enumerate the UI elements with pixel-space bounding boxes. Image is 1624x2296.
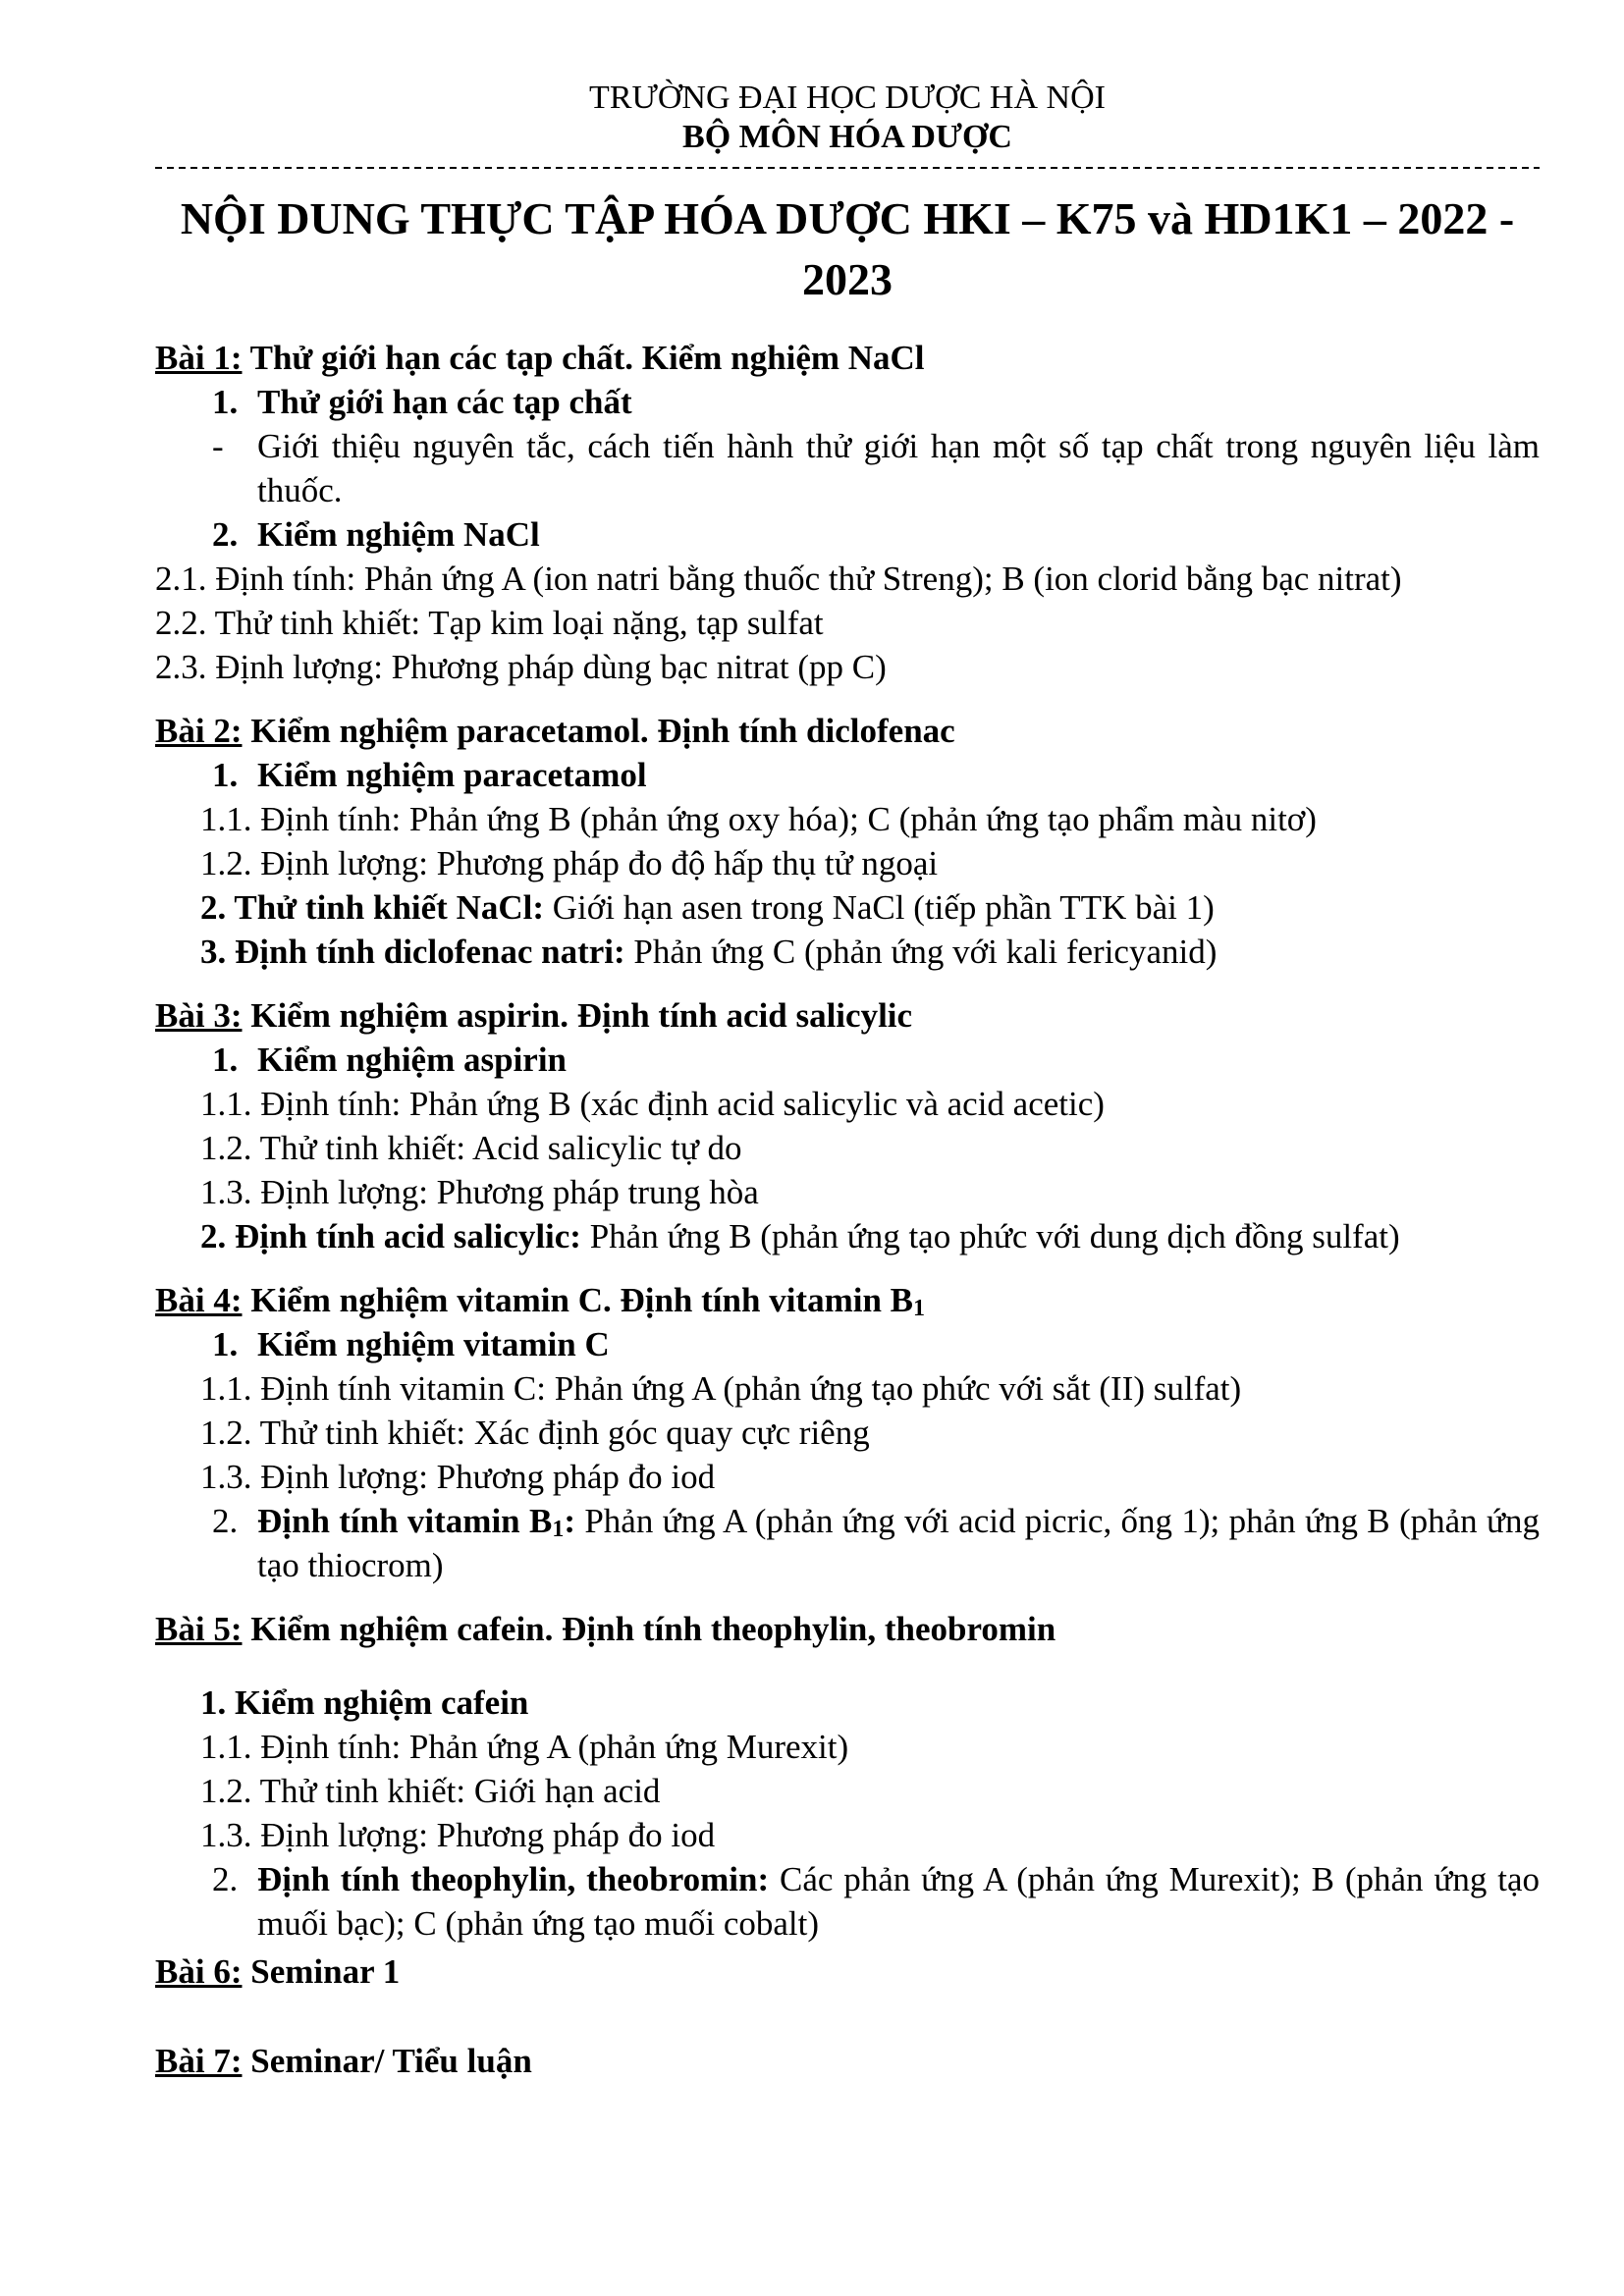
- list-item: 1.2. Thử tinh khiết: Xác định góc quay cực riêng: [200, 1414, 870, 1452]
- lesson-2-heading: [155, 709, 1540, 753]
- lesson-3-heading: [155, 993, 1540, 1038]
- lesson-4-heading: [155, 1278, 1540, 1322]
- lesson-5-section-1: 1. Kiểm nghiệm cafein: [200, 1683, 529, 1722]
- lesson-number: Bài 7:: [155, 2042, 243, 2080]
- section-title: Kiểm nghiệm paracetamol: [257, 756, 647, 794]
- section-title: Kiểm nghiệm NaCl: [257, 515, 540, 554]
- list-marker: 1.: [212, 383, 239, 421]
- school-name: TRƯỜNG ĐẠI HỌC DƯỢC HÀ NỘI: [589, 80, 1106, 116]
- lesson-2-section-3: [155, 930, 1540, 974]
- section-title: Kiểm nghiệm vitamin C: [257, 1325, 610, 1363]
- lesson-1-section-2: [155, 512, 1540, 557]
- lesson-number: Bài 1:: [155, 339, 243, 377]
- list-item: 1.3. Định lượng: Phương pháp trung hòa: [200, 1173, 759, 1211]
- list-marker: 2.: [212, 515, 239, 554]
- lesson-number: Bài 3:: [155, 996, 243, 1035]
- list-item: 2.3. Định lượng: Phương pháp dùng bạc nitrat (pp C): [155, 648, 887, 686]
- section-text: Phản ứng C (phản ứng với kali fericyanid): [624, 933, 1218, 971]
- list-marker: 1.: [212, 1325, 239, 1363]
- lesson-4-section-2: [155, 1499, 1540, 1587]
- subscript: 1: [552, 1517, 565, 1542]
- lesson-5-section-2: [155, 1857, 1540, 1946]
- lesson-6-heading: [155, 1949, 1540, 1994]
- lesson-4-section-1: [155, 1322, 1540, 1366]
- list-item: 1.2. Thử tinh khiết: Giới hạn acid: [200, 1772, 661, 1810]
- lesson-title: Kiểm nghiệm aspirin. Định tính acid salicylic: [250, 996, 913, 1035]
- section-label: 2. Định tính acid salicylic:: [200, 1217, 581, 1255]
- lesson-title: Kiểm nghiệm cafein. Định tính theophylin, theobromin: [250, 1610, 1056, 1648]
- list-item: 1.1. Định tính vitamin C: Phản ứng A (phản ứng tạo phức với sắt (II) sulfat): [200, 1369, 1242, 1408]
- section-title: Thử giới hạn các tạp chất: [257, 383, 632, 421]
- lesson-5-heading: [155, 1607, 1540, 1651]
- subscript: 1: [913, 1296, 926, 1321]
- section-label: 3. Định tính diclofenac natri:: [200, 933, 625, 971]
- lesson-title: Kiểm nghiệm vitamin C. Định tính vitamin B: [250, 1281, 914, 1319]
- section-label-colon: :: [564, 1502, 575, 1540]
- list-marker: 1.: [212, 1041, 239, 1079]
- lesson-3-section-1: [155, 1038, 1540, 1082]
- list-marker: -: [212, 427, 224, 465]
- lesson-title: Thử giới hạn các tạp chất. Kiểm nghiệm NaCl: [249, 339, 925, 377]
- lesson-title: Seminar/ Tiểu luận: [250, 2042, 532, 2080]
- section-text: Giới hạn asen trong NaCl (tiếp phần TTK bài 1): [544, 888, 1215, 927]
- lesson-1-heading: [155, 336, 1540, 380]
- section-text: Phản ứng A (phản ứng với acid picric, ống 1); phản ứng B (phản ứng tạo thiocrom): [257, 1502, 1540, 1584]
- lesson-title: Kiểm nghiệm paracetamol. Định tính diclofenac: [250, 712, 955, 750]
- lesson-1-section-1-bullet: [155, 424, 1540, 512]
- list-item: 2.2. Thử tinh khiết: Tạp kim loại nặng, tạp sulfat: [155, 604, 824, 642]
- list-item: 1.3. Định lượng: Phương pháp đo iod: [200, 1458, 716, 1496]
- list-item: 1.2. Định lượng: Phương pháp đo độ hấp thụ tử ngoại: [200, 844, 939, 882]
- section-body: [257, 1499, 1540, 1587]
- lesson-1-section-1: [155, 380, 1540, 424]
- page-title: NỘI DUNG THỰC TẬP HÓA DƯỢC HKI – K75 và HD1K1 – 2022 - 2023: [180, 193, 1515, 304]
- lesson-7-heading: [155, 2039, 1540, 2083]
- lesson-number: Bài 6:: [155, 1952, 243, 1991]
- bullet-text: Giới thiệu nguyên tắc, cách tiến hành thử giới hạn một số tạp chất trong nguyên liệu làm thuốc.: [257, 427, 1540, 509]
- list-item: 1.1. Định tính: Phản ứng B (phản ứng oxy hóa); C (phản ứng tạo phẩm màu nitơ): [200, 800, 1317, 838]
- list-item: 1.1. Định tính: Phản ứng B (xác định acid salicylic và acid acetic): [200, 1085, 1105, 1123]
- list-marker: 2.: [212, 1860, 239, 1898]
- list-item: 1.1. Định tính: Phản ứng A (phản ứng Murexit): [200, 1728, 849, 1766]
- list-item: 2.1. Định tính: Phản ứng A (ion natri bằng thuốc thử Streng); B (ion clorid bằng bạc nitrat): [155, 560, 1402, 598]
- lesson-number: Bài 5:: [155, 1610, 243, 1648]
- section-body: [257, 1857, 1540, 1946]
- section-text: Phản ứng B (phản ứng tạo phức với dung dịch đồng sulfat): [580, 1217, 1400, 1255]
- lesson-number: Bài 2:: [155, 712, 243, 750]
- list-marker: 2.: [212, 1502, 239, 1540]
- section-text: Các phản ứng A (phản ứng Murexit); B (phản ứng tạo muối bạc); C (phản ứng tạo muối cobalt): [257, 1860, 1540, 1943]
- list-item: 1.2. Thử tinh khiết: Acid salicylic tự do: [200, 1129, 742, 1167]
- list-item: 1.3. Định lượng: Phương pháp đo iod: [200, 1816, 716, 1854]
- lesson-title: Seminar 1: [250, 1952, 401, 1991]
- department-name: BỘ MÔN HÓA DƯỢC: [682, 119, 1012, 155]
- section-label: 2. Thử tinh khiết NaCl:: [200, 888, 545, 927]
- list-marker: 1.: [212, 756, 239, 794]
- section-label: Định tính theophylin, theobromin:: [257, 1860, 770, 1898]
- lesson-3-section-2: [155, 1214, 1540, 1258]
- lesson-number: Bài 4:: [155, 1281, 243, 1319]
- document-page: [155, 79, 1540, 2083]
- lesson-2-section-2: [155, 885, 1540, 930]
- section-title: Kiểm nghiệm aspirin: [257, 1041, 568, 1079]
- section-label: Định tính vitamin B: [257, 1502, 553, 1540]
- lesson-2-section-1: [155, 753, 1540, 797]
- dashed-divider: [155, 159, 1540, 177]
